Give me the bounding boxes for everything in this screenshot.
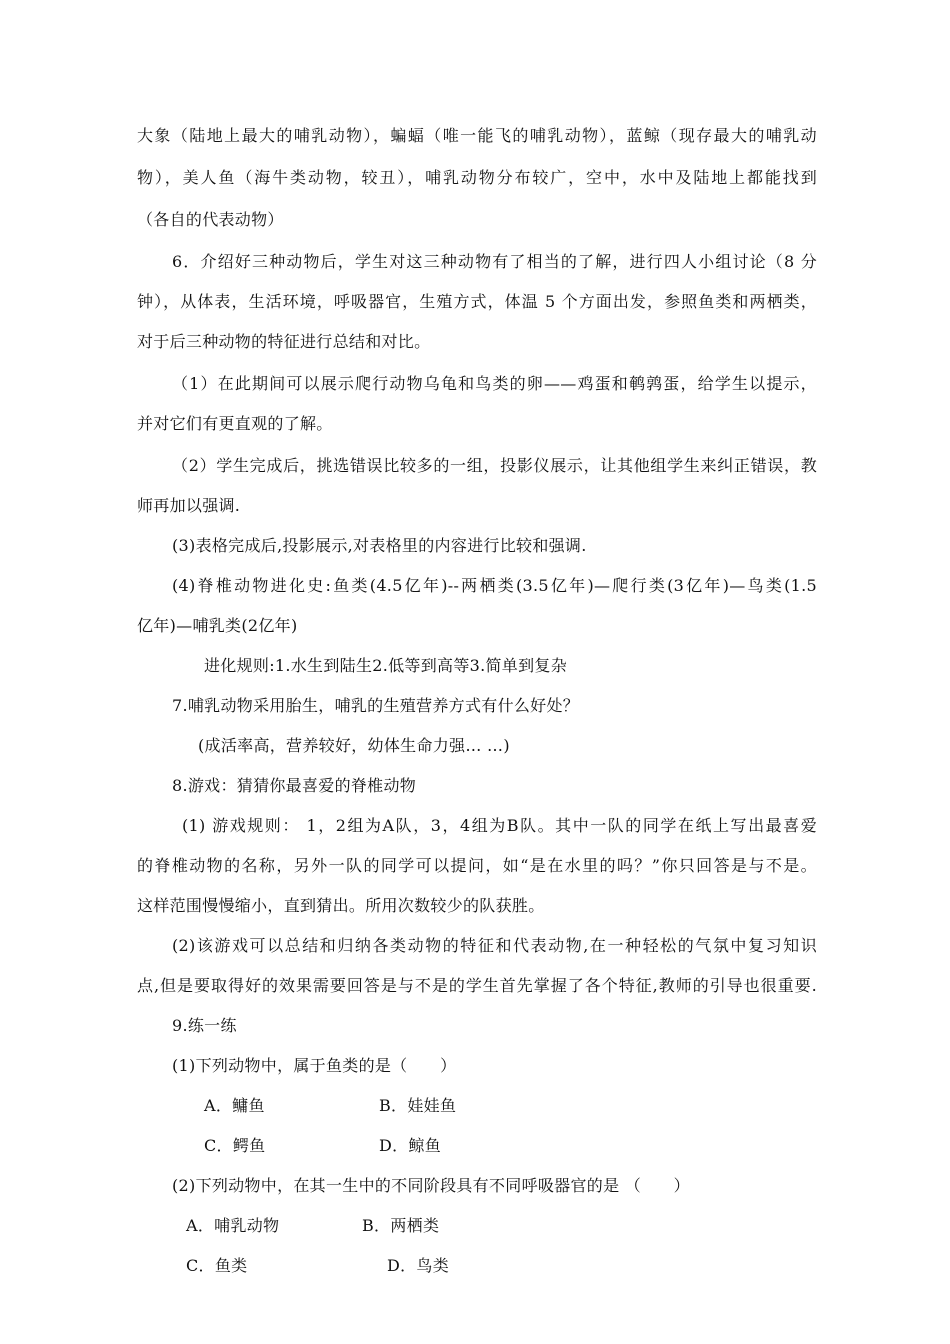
text-line-p5-l1: 大象（陆地上最大的哺乳动物），蝙蝠（唯一能飞的哺乳动物），蓝鲸（现存最大的哺乳动 (137, 126, 817, 145)
text-line-p8-2-l1: (2)该游戏可以总结和归纳各类动物的特征和代表动物,在一种轻松的气氛中复习知识 (172, 936, 817, 955)
text-line-p5-l2: 物），美人鱼（海牛类动物，较丑），哺乳动物分布较广，空中，水中及陆地上都能找到 (137, 168, 817, 187)
text-line-p9: 9.练一练 (172, 1016, 237, 1035)
text-line-q1-b: B．娃娃鱼 (379, 1096, 457, 1115)
text-line-p6-2-l1: （2）学生完成后，挑选错误比较多的一组，投影仪展示，让其他组学生来纠正错误，教 (172, 456, 817, 475)
text-line-p8-1-l2: 的脊椎动物的名称，另外一队的同学可以提问，如“是在水里的吗？”你只回答是与不是。 (137, 856, 817, 875)
text-line-p7-l2: (成活率高，营养较好，幼体生命力强… …) (198, 736, 510, 755)
text-line-q2-d: D．鸟类 (387, 1256, 450, 1275)
text-line-p6-4-l2: 亿年)—哺乳类(2亿年) (137, 616, 298, 635)
text-line-p7-l1: 7.哺乳动物采用胎生，哺乳的生殖营养方式有什么好处？ (172, 696, 580, 715)
text-line-p6-1-l2: 并对它们有更直观的了解。 (137, 414, 333, 433)
text-line-p6-4-l3: 进化规则:1.水生到陆生2.低等到高等3.简单到复杂 (204, 656, 567, 675)
text-line-p8-1-l3: 这样范围慢慢缩小，直到猜出。所用次数较少的队获胜。 (137, 896, 545, 915)
text-line-p5-l3: （各自的代表动物） (137, 210, 284, 229)
text-line-p6-3: (3)表格完成后,投影展示,对表格里的内容进行比较和强调. (172, 536, 587, 555)
text-line-q2: (2)下列动物中，在其一生中的不同阶段具有不同呼吸器官的是 （ ） (172, 1176, 690, 1195)
text-line-p8: 8.游戏：猜猜你最喜爱的脊椎动物 (172, 776, 417, 795)
text-line-p6-2-l2: 师再加以强调. (137, 496, 241, 515)
text-line-q1-a: A．鳙鱼 (204, 1096, 265, 1115)
text-line-p6-l3: 对于后三种动物的特征进行总结和对比。 (137, 332, 431, 351)
text-line-q1-d: D．鲸鱼 (379, 1136, 442, 1155)
text-line-q1: (1)下列动物中，属于鱼类的是（ ） (172, 1056, 457, 1075)
text-line-q1-c: C．鳄鱼 (204, 1136, 266, 1155)
text-line-q2-b: B．两栖类 (362, 1216, 440, 1235)
text-line-p6-4-l1: (4)脊椎动物进化史:鱼类(4.5亿年)--两栖类(3.5亿年)—爬行类(3亿年)—鸟类(1.5 (172, 576, 817, 595)
text-line-p6-l2: 钟），从体表，生活环境，呼吸器官，生殖方式，体温 5 个方面出发，参照鱼类和两栖类， (137, 292, 817, 311)
text-line-p6-l1: 6．介绍好三种动物后，学生对这三种动物有了相当的了解，进行四人小组讨论（8 分 (172, 252, 817, 271)
text-line-p6-1-l1: （1）在此期间可以展示爬行动物乌龟和鸟类的卵——鸡蛋和鹌鹑蛋，给学生以提示， (172, 374, 817, 393)
text-line-p8-1-l1: (1) 游戏规则： 1，2组为A队，3，4组为B队。其中一队的同学在纸上写出最喜爱 (182, 816, 817, 835)
text-line-p8-2-l2: 点,但是要取得好的效果需要回答是与不是的学生首先掌握了各个特征,教师的引导也很重要. (137, 976, 817, 995)
text-line-q2-a: A．哺乳动物 (186, 1216, 280, 1235)
text-line-q2-c: C．鱼类 (186, 1256, 248, 1275)
